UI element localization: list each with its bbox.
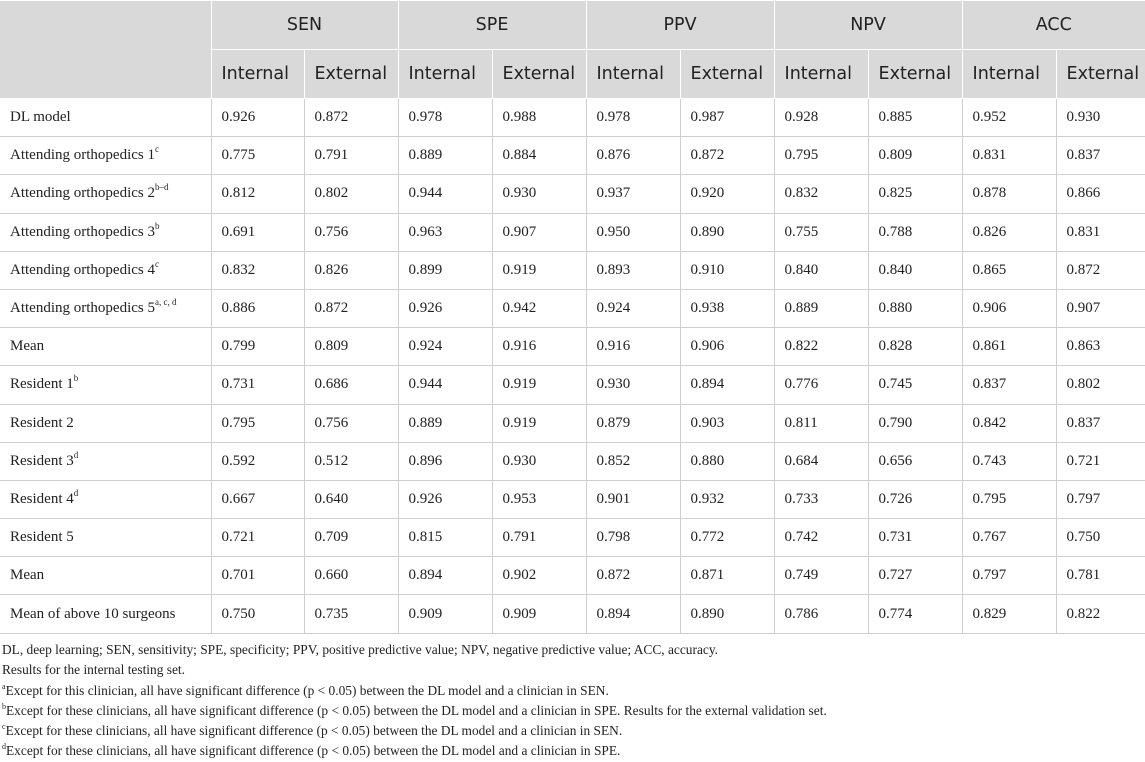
value-cell: 0.919 xyxy=(492,366,586,404)
sub-header-internal: Internal xyxy=(586,50,680,99)
row-label-text: Attending orthopedics 3 xyxy=(10,223,155,240)
row-label-text: Attending orthopedics 2 xyxy=(10,185,155,202)
value-cell: 0.791 xyxy=(304,137,398,175)
row-label xyxy=(0,442,211,480)
table-body xyxy=(0,99,1145,634)
row-label-text: DL model xyxy=(10,109,71,126)
footnote-text: Except for this clinician, all have significant difference (p < 0.05) between the DL model and a clinician in SEN. xyxy=(5,682,609,698)
value-cell: 0.866 xyxy=(1056,175,1145,213)
footnote-marker: c xyxy=(154,258,159,269)
footnote-marker: a xyxy=(2,681,6,691)
sub-header-external: External xyxy=(680,50,774,99)
table-row xyxy=(0,251,1145,289)
value-cell: 0.831 xyxy=(1056,213,1145,251)
footnote-text: Except for these clinicians, all have significant difference (p < 0.05) between the DL model and a clinician in SEN. xyxy=(5,723,623,739)
value-cell: 0.988 xyxy=(492,99,586,137)
value-cell: 0.825 xyxy=(868,175,962,213)
value-cell: 0.809 xyxy=(304,328,398,366)
value-cell: 0.684 xyxy=(774,442,868,480)
row-label xyxy=(0,175,211,213)
value-cell: 0.852 xyxy=(586,442,680,480)
footnote xyxy=(2,681,1142,701)
sub-header-internal: Internal xyxy=(774,50,868,99)
footnote-text: Results for the internal testing set. xyxy=(2,662,185,678)
value-cell: 0.822 xyxy=(1056,595,1145,633)
value-cell: 0.831 xyxy=(962,137,1056,175)
group-header-row xyxy=(0,1,1145,50)
row-label xyxy=(0,480,211,518)
row-label-text: Mean of above 10 surgeons xyxy=(10,605,176,622)
value-cell: 0.902 xyxy=(492,557,586,595)
value-cell: 0.798 xyxy=(586,519,680,557)
value-cell: 0.731 xyxy=(211,366,304,404)
sub-header-internal: Internal xyxy=(211,50,304,99)
value-cell: 0.749 xyxy=(774,557,868,595)
value-cell: 0.733 xyxy=(774,480,868,518)
value-cell: 0.828 xyxy=(868,328,962,366)
value-cell: 0.743 xyxy=(962,442,1056,480)
footnote xyxy=(2,741,1142,761)
value-cell: 0.842 xyxy=(962,404,1056,442)
value-cell: 0.781 xyxy=(1056,557,1145,595)
value-cell: 0.832 xyxy=(211,251,304,289)
value-cell: 0.790 xyxy=(868,404,962,442)
table-row xyxy=(0,289,1145,327)
table-row xyxy=(0,519,1145,557)
row-label-text: Resident 1 xyxy=(10,376,74,393)
value-cell: 0.667 xyxy=(211,480,304,518)
row-label-text: Mean xyxy=(10,338,45,355)
value-cell: 0.791 xyxy=(492,519,586,557)
value-cell: 0.775 xyxy=(211,137,304,175)
footnote-marker: c xyxy=(2,722,6,732)
row-label-text: Resident 3 xyxy=(10,452,74,469)
value-cell: 0.944 xyxy=(398,366,492,404)
value-cell: 0.930 xyxy=(1056,99,1145,137)
value-cell: 0.795 xyxy=(774,137,868,175)
footnote-marker: c xyxy=(154,144,159,155)
value-cell: 0.890 xyxy=(680,213,774,251)
value-cell: 0.889 xyxy=(398,137,492,175)
value-cell: 0.512 xyxy=(304,442,398,480)
value-cell: 0.950 xyxy=(586,213,680,251)
footnote-marker: d xyxy=(73,487,79,498)
footnote xyxy=(2,640,1142,660)
value-cell: 0.910 xyxy=(680,251,774,289)
value-cell: 0.916 xyxy=(492,328,586,366)
table-row xyxy=(0,442,1145,480)
table-row xyxy=(0,213,1145,251)
row-label xyxy=(0,213,211,251)
row-label xyxy=(0,137,211,175)
row-label-text: Mean xyxy=(10,567,45,584)
footnote-text: Except for these clinicians, all have significant difference (p < 0.05) between the DL model and a clinician in SPE. Results for the external validation set. xyxy=(6,702,827,718)
sub-header-external: External xyxy=(304,50,398,99)
value-cell: 0.893 xyxy=(586,251,680,289)
value-cell: 0.795 xyxy=(962,480,1056,518)
value-cell: 0.963 xyxy=(398,213,492,251)
footnote-text: Except for these clinicians, all have significant difference (p < 0.05) between the DL model and a clinician in SPE. xyxy=(6,743,621,759)
value-cell: 0.896 xyxy=(398,442,492,480)
value-cell: 0.837 xyxy=(1056,137,1145,175)
footnote-marker: b xyxy=(154,220,160,231)
value-cell: 0.755 xyxy=(774,213,868,251)
value-cell: 0.774 xyxy=(868,595,962,633)
value-cell: 0.932 xyxy=(680,480,774,518)
value-cell: 0.767 xyxy=(962,519,1056,557)
value-cell: 0.727 xyxy=(868,557,962,595)
value-cell: 0.926 xyxy=(398,289,492,327)
row-label-text: Attending orthopedics 1 xyxy=(10,147,155,164)
value-cell: 0.944 xyxy=(398,175,492,213)
value-cell: 0.872 xyxy=(586,557,680,595)
group-header-ppv: PPV xyxy=(586,1,774,50)
row-label xyxy=(0,595,211,633)
footnote-marker: b xyxy=(2,701,6,711)
value-cell: 0.863 xyxy=(1056,328,1145,366)
footnote-marker: b xyxy=(73,373,79,384)
value-cell: 0.916 xyxy=(586,328,680,366)
value-cell: 0.978 xyxy=(586,99,680,137)
value-cell: 0.660 xyxy=(304,557,398,595)
row-label-text: Resident 2 xyxy=(10,414,74,431)
value-cell: 0.924 xyxy=(586,289,680,327)
row-label-text: Resident 4 xyxy=(10,490,74,507)
value-cell: 0.756 xyxy=(304,404,398,442)
value-cell: 0.872 xyxy=(304,99,398,137)
value-cell: 0.799 xyxy=(211,328,304,366)
value-cell: 0.909 xyxy=(492,595,586,633)
table-row xyxy=(0,99,1145,137)
table-row xyxy=(0,366,1145,404)
value-cell: 0.750 xyxy=(1056,519,1145,557)
value-cell: 0.731 xyxy=(868,519,962,557)
value-cell: 0.592 xyxy=(211,442,304,480)
value-cell: 0.952 xyxy=(962,99,1056,137)
value-cell: 0.903 xyxy=(680,404,774,442)
row-label-text: Resident 5 xyxy=(10,529,74,546)
value-cell: 0.906 xyxy=(962,289,1056,327)
value-cell: 0.901 xyxy=(586,480,680,518)
value-cell: 0.709 xyxy=(304,519,398,557)
row-label-text: Attending orthopedics 5 xyxy=(10,300,155,317)
value-cell: 0.880 xyxy=(868,289,962,327)
value-cell: 0.937 xyxy=(586,175,680,213)
footnote xyxy=(2,721,1142,741)
value-cell: 0.750 xyxy=(211,595,304,633)
sub-header-external: External xyxy=(1056,50,1145,99)
value-cell: 0.721 xyxy=(211,519,304,557)
value-cell: 0.815 xyxy=(398,519,492,557)
value-cell: 0.899 xyxy=(398,251,492,289)
value-cell: 0.691 xyxy=(211,213,304,251)
value-cell: 0.872 xyxy=(680,137,774,175)
value-cell: 0.987 xyxy=(680,99,774,137)
value-cell: 0.926 xyxy=(398,480,492,518)
value-cell: 0.872 xyxy=(1056,251,1145,289)
sub-header-internal: Internal xyxy=(962,50,1056,99)
footnote xyxy=(2,701,1142,721)
value-cell: 0.840 xyxy=(774,251,868,289)
value-cell: 0.656 xyxy=(868,442,962,480)
row-label xyxy=(0,251,211,289)
value-cell: 0.876 xyxy=(586,137,680,175)
value-cell: 0.797 xyxy=(1056,480,1145,518)
value-cell: 0.772 xyxy=(680,519,774,557)
group-header-npv: NPV xyxy=(774,1,962,50)
value-cell: 0.776 xyxy=(774,366,868,404)
value-cell: 0.928 xyxy=(774,99,868,137)
value-cell: 0.930 xyxy=(586,366,680,404)
value-cell: 0.861 xyxy=(962,328,1056,366)
value-cell: 0.826 xyxy=(304,251,398,289)
value-cell: 0.826 xyxy=(962,213,1056,251)
value-cell: 0.788 xyxy=(868,213,962,251)
value-cell: 0.829 xyxy=(962,595,1056,633)
row-label xyxy=(0,557,211,595)
value-cell: 0.640 xyxy=(304,480,398,518)
value-cell: 0.786 xyxy=(774,595,868,633)
table-row xyxy=(0,137,1145,175)
footnote-marker: a, c, d xyxy=(154,297,177,308)
value-cell: 0.795 xyxy=(211,404,304,442)
row-label xyxy=(0,99,211,137)
value-cell: 0.953 xyxy=(492,480,586,518)
footnote-marker: d xyxy=(73,449,79,460)
value-cell: 0.885 xyxy=(868,99,962,137)
value-cell: 0.721 xyxy=(1056,442,1145,480)
value-cell: 0.886 xyxy=(211,289,304,327)
value-cell: 0.872 xyxy=(304,289,398,327)
value-cell: 0.909 xyxy=(398,595,492,633)
corner-cell xyxy=(0,1,211,99)
row-label xyxy=(0,519,211,557)
value-cell: 0.907 xyxy=(1056,289,1145,327)
value-cell: 0.878 xyxy=(962,175,1056,213)
value-cell: 0.924 xyxy=(398,328,492,366)
value-cell: 0.686 xyxy=(304,366,398,404)
value-cell: 0.742 xyxy=(774,519,868,557)
value-cell: 0.701 xyxy=(211,557,304,595)
value-cell: 0.865 xyxy=(962,251,1056,289)
value-cell: 0.802 xyxy=(1056,366,1145,404)
value-cell: 0.837 xyxy=(962,366,1056,404)
row-label xyxy=(0,328,211,366)
row-label-text: Attending orthopedics 4 xyxy=(10,261,155,278)
value-cell: 0.884 xyxy=(492,137,586,175)
value-cell: 0.919 xyxy=(492,404,586,442)
row-label xyxy=(0,366,211,404)
value-cell: 0.880 xyxy=(680,442,774,480)
footnote-marker: b–d xyxy=(154,182,169,193)
value-cell: 0.735 xyxy=(304,595,398,633)
row-label xyxy=(0,404,211,442)
value-cell: 0.837 xyxy=(1056,404,1145,442)
value-cell: 0.871 xyxy=(680,557,774,595)
value-cell: 0.906 xyxy=(680,328,774,366)
value-cell: 0.802 xyxy=(304,175,398,213)
table-row xyxy=(0,404,1145,442)
value-cell: 0.745 xyxy=(868,366,962,404)
value-cell: 0.812 xyxy=(211,175,304,213)
value-cell: 0.890 xyxy=(680,595,774,633)
value-cell: 0.942 xyxy=(492,289,586,327)
footnote xyxy=(2,660,1142,680)
value-cell: 0.907 xyxy=(492,213,586,251)
value-cell: 0.879 xyxy=(586,404,680,442)
table-footnotes xyxy=(2,640,1142,762)
group-header-acc: ACC xyxy=(962,1,1145,50)
value-cell: 0.832 xyxy=(774,175,868,213)
value-cell: 0.809 xyxy=(868,137,962,175)
value-cell: 0.926 xyxy=(211,99,304,137)
value-cell: 0.938 xyxy=(680,289,774,327)
value-cell: 0.930 xyxy=(492,175,586,213)
table-row xyxy=(0,175,1145,213)
table-row xyxy=(0,480,1145,518)
footnote-text: DL, deep learning; SEN, sensitivity; SPE, specificity; PPV, positive predictive value; NPV, negative predictive value; ACC, accuracy. xyxy=(2,642,719,657)
value-cell: 0.889 xyxy=(774,289,868,327)
value-cell: 0.894 xyxy=(680,366,774,404)
value-cell: 0.894 xyxy=(398,557,492,595)
value-cell: 0.726 xyxy=(868,480,962,518)
value-cell: 0.930 xyxy=(492,442,586,480)
table-row xyxy=(0,595,1145,633)
value-cell: 0.840 xyxy=(868,251,962,289)
table-header xyxy=(0,1,1145,99)
value-cell: 0.894 xyxy=(586,595,680,633)
value-cell: 0.797 xyxy=(962,557,1056,595)
value-cell: 0.811 xyxy=(774,404,868,442)
value-cell: 0.978 xyxy=(398,99,492,137)
group-header-spe: SPE xyxy=(398,1,586,50)
footnote-marker: d xyxy=(2,742,6,752)
table-row xyxy=(0,328,1145,366)
row-label xyxy=(0,289,211,327)
value-cell: 0.920 xyxy=(680,175,774,213)
sub-header-external: External xyxy=(492,50,586,99)
group-header-sen: SEN xyxy=(211,1,398,50)
table-row xyxy=(0,557,1145,595)
value-cell: 0.889 xyxy=(398,404,492,442)
value-cell: 0.822 xyxy=(774,328,868,366)
value-cell: 0.756 xyxy=(304,213,398,251)
sub-header-internal: Internal xyxy=(398,50,492,99)
value-cell: 0.919 xyxy=(492,251,586,289)
sub-header-external: External xyxy=(868,50,962,99)
